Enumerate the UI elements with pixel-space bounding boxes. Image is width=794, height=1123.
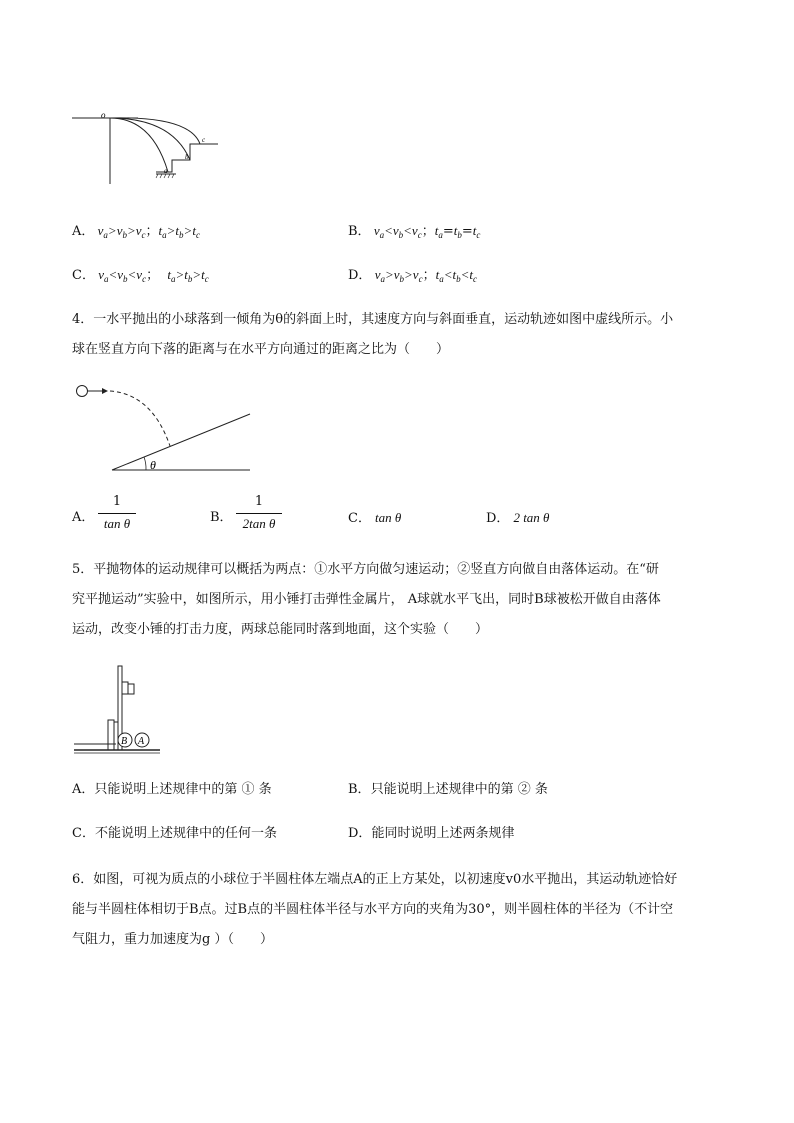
q5-stem-line3: 运动，改变小锤的打击力度，两球总能同时落到地面，这个实验（ ） [72, 622, 489, 637]
fig3-label-c: c [202, 136, 206, 144]
q4-option-b-den: 2tan θ [242, 516, 276, 531]
q5-option-d: D．能同时说明上述两条规律 [348, 826, 515, 841]
fig5-label-a: A [138, 736, 145, 747]
fig3-label-b: b [185, 153, 189, 161]
fig4-theta: θ [150, 458, 156, 472]
q5-figure [72, 660, 162, 760]
q4-option-b-letter: B． [210, 510, 233, 525]
fig3-label-a: a [164, 167, 168, 175]
q6-stem-line3: 气阻力，重力加速度为g ）（ ） [72, 932, 273, 947]
q4-stem-line1: 4．一水平抛出的小球落到一倾角为θ的斜面上时，其速度方向与斜面垂直，运动轨迹如图中虚线所示。小 [72, 312, 674, 327]
q4-option-b-num: 1 [254, 494, 264, 509]
q5-option-a: A．只能说明上述规律中的第 ① 条 [72, 782, 272, 797]
q4-stem-line2: 球在竖直方向下落的距离与在水平方向通过的距离之比为（ ） [72, 342, 450, 357]
q4-option-a-fraction [98, 494, 136, 532]
q3-option-b: B． $v_a<v_b<v_c$；$t_a=t_b=t_c$ [348, 223, 481, 240]
q4-option-a-den: tan θ [103, 516, 131, 531]
q3-option-d: D． $v_a>v_b>v_c$；$t_a<t_b<t_c$ [348, 267, 477, 284]
fig5-label-b: B [121, 736, 128, 747]
q4-option-a-letter: A． [72, 510, 95, 525]
q6-stem-line2: 能与半圆柱体相切于B点。过B点的半圆柱体半径与水平方向的夹角为30°，则半圆柱体的半径为（不计空 [72, 902, 674, 917]
q3-option-a: A． $v_a>v_b>v_c$；$t_a>t_b>t_c$ [72, 223, 200, 240]
q4-option-a-num: 1 [112, 494, 122, 509]
q4-figure [72, 380, 252, 476]
q5-option-b: B．只能说明上述规律中的第 ② 条 [348, 782, 548, 797]
q4-option-c: C． tan θ [348, 510, 402, 526]
q5-stem-line1: 5．平抛物体的运动规律可以概括为两点：①水平方向做匀速运动；②竖直方向做自由落体运动。在“研 [72, 562, 659, 577]
q6-stem-line1: 6．如图，可视为质点的小球位于半圆柱体左端点A的正上方某处，以初速度v0水平抛出，其运动轨迹恰好 [72, 872, 678, 887]
q3-option-c: C． $v_a<v_b<v_c$； $t_a>t_b>t_c$ [72, 267, 209, 284]
q4-option-b-fraction [236, 494, 282, 532]
fig3-label-o: o [101, 110, 106, 120]
q4-option-d: D． 2 tan θ [486, 510, 550, 526]
q5-option-c: C．不能说明上述规律中的任何一条 [72, 826, 277, 841]
q5-stem-line2: 究平抛运动”实验中，如图所示，用小锤打击弹性金属片， A球就水平飞出，同时B球被松开做自由落体 [72, 592, 661, 607]
q3-figure [72, 108, 222, 188]
